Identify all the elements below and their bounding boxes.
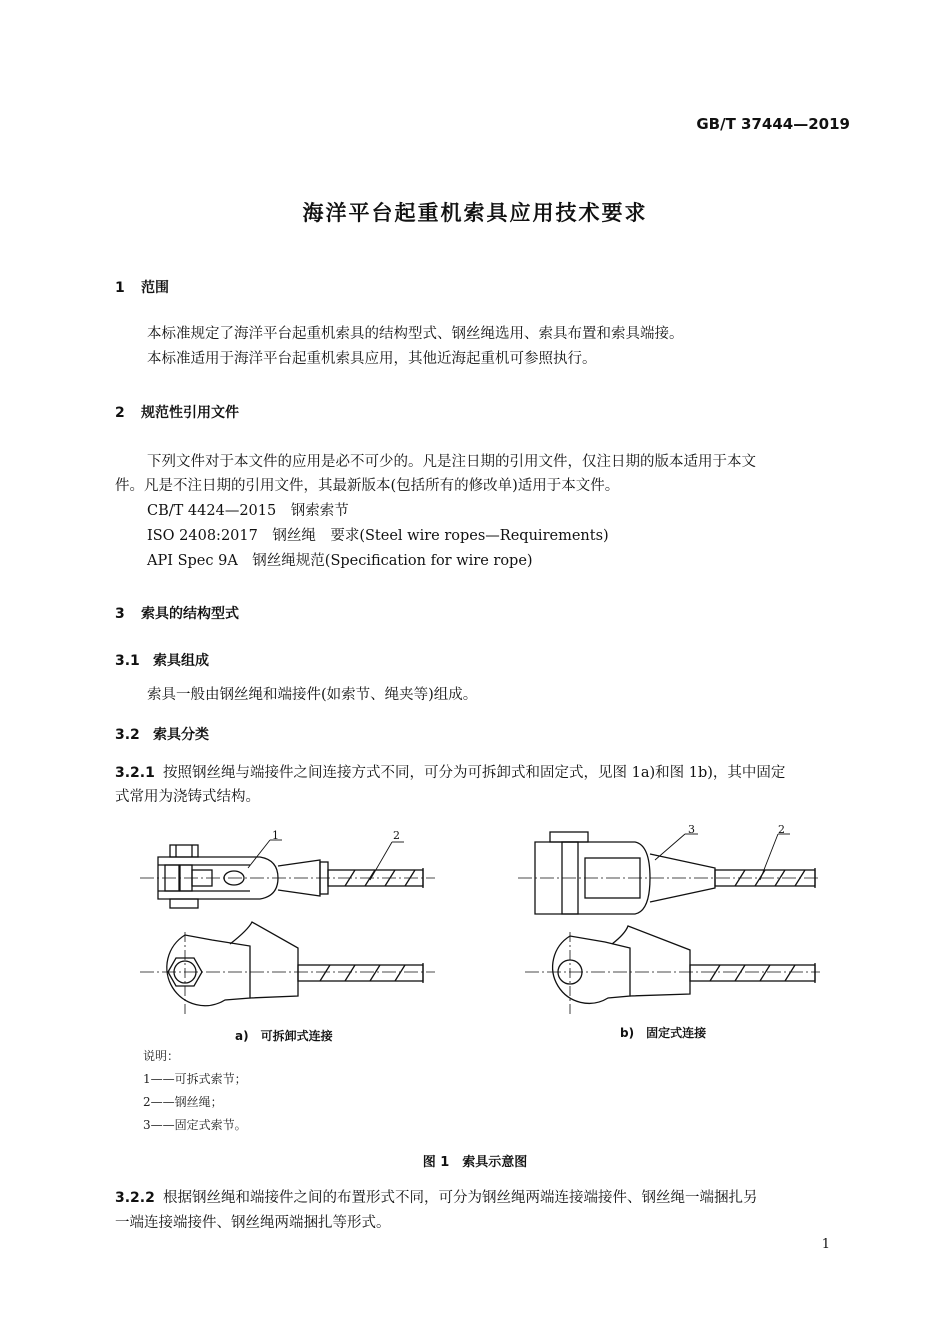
detachable-socket-top-view	[140, 840, 435, 908]
figure-label: 2	[393, 829, 400, 842]
paragraph-continuation: 式常用为浇铸式结构。	[115, 789, 260, 805]
clause-number: 3.2.1	[115, 765, 155, 781]
standard-number: GB/T 37444—2019	[696, 115, 850, 133]
section-2-heading	[115, 402, 239, 422]
page-number: 1	[821, 1237, 830, 1252]
legend-title: 说明：	[143, 1049, 180, 1063]
clause-text: 按照钢丝绳与端接件之间连接方式不同，可分为可拆卸式和固定式，见图 1a)和图 1b)，其中固定	[163, 765, 786, 781]
rigging-figure	[130, 820, 830, 1030]
section-3-1-heading	[115, 650, 209, 670]
subfigure-caption-a: a) 可拆卸式连接	[235, 1029, 333, 1043]
figure-label: 1	[272, 829, 279, 842]
legend-item: 3——固定式索节。	[143, 1118, 247, 1132]
figure-label: 3	[688, 823, 695, 836]
paragraph: 本标准适用于海洋平台起重机索具应用，其他近海起重机可参照执行。	[147, 351, 597, 367]
legend-item: 2——钢丝绳；	[143, 1095, 223, 1109]
section-number: 2	[115, 405, 125, 421]
figure-caption: 图 1 索具示意图	[422, 1155, 528, 1170]
clause-number: 3.2.2	[115, 1190, 155, 1206]
clause-text: 根据钢丝绳和端接件之间的布置形式不同，可分为钢丝绳两端连接端接件、钢丝绳一端捆扎另	[163, 1190, 758, 1206]
section-title: 索具分类	[153, 727, 209, 743]
paragraph-continuation: 件。凡是不注日期的引用文件，其最新版本(包括所有的修改单)适用于本文件。	[115, 478, 620, 494]
section-number: 1	[115, 280, 125, 296]
reference-item: ISO 2408:2017 钢丝绳 要求(Steel wire ropes—Requirements)	[147, 528, 609, 544]
section-3-2-heading	[115, 724, 209, 744]
detachable-socket-side-view	[140, 922, 435, 1015]
paragraph	[115, 1186, 758, 1210]
section-3-heading	[115, 603, 239, 623]
section-title: 索具的结构型式	[141, 606, 239, 622]
subfigure-caption-b: b) 固定式连接	[620, 1026, 707, 1040]
legend-item: 1——可拆式索节；	[143, 1072, 247, 1086]
document-title: 海洋平台起重机索具应用技术要求	[302, 201, 648, 225]
section-1-heading	[115, 277, 169, 297]
section-title: 索具组成	[153, 653, 209, 669]
paragraph-continuation: 一端连接端接件、钢丝绳两端捆扎等形式。	[115, 1215, 391, 1231]
paragraph: 下列文件对于本文件的应用是必不可少的。凡是注日期的引用文件，仅注日期的版本适用于本文	[147, 454, 756, 470]
section-title: 范围	[141, 280, 169, 296]
reference-item: API Spec 9A 钢丝绳规范(Specification for wire rope)	[147, 553, 533, 569]
fixed-socket-top-view	[518, 832, 820, 914]
paragraph: 本标准规定了海洋平台起重机索具的结构型式、钢丝绳选用、索具布置和索具端接。	[147, 326, 684, 342]
section-number: 3.1	[115, 653, 140, 669]
section-number: 3.2	[115, 727, 140, 743]
section-number: 3	[115, 606, 125, 622]
section-title: 规范性引用文件	[141, 405, 239, 421]
paragraph	[115, 761, 785, 785]
paragraph: 索具一般由钢丝绳和端接件(如索节、绳夹等)组成。	[147, 687, 478, 703]
reference-item: CB/T 4424—2015 钢索索节	[147, 503, 349, 519]
fixed-socket-side-view	[525, 926, 820, 1015]
figure-label: 2	[778, 823, 785, 836]
